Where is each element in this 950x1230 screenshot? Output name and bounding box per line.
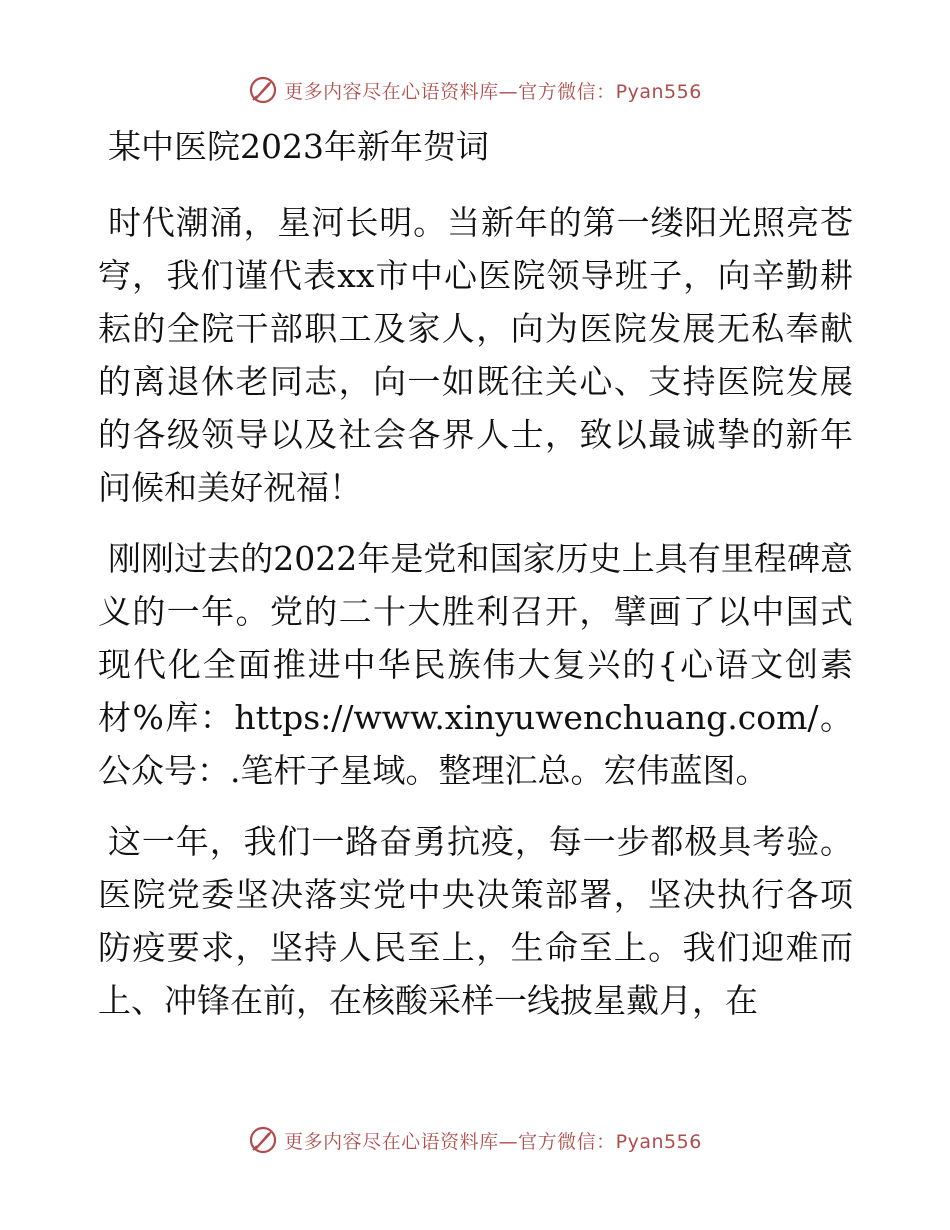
paragraph-epidemic: 这一年，我们一路奋勇抗疫，每一步都极具考验。医院党委坚决落实党中央决策部署，坚决执行各项防疫要求，坚持人民至上，生命至上。我们迎难而上、冲锋在前，在核酸采样一线披星戴月，在 <box>98 822 853 1020</box>
footer-banner <box>0 1120 950 1160</box>
header-banner-text: 更多内容尽在心语资料库—官方微信：Pyan556 <box>284 80 702 103</box>
quill-pen-logo-icon <box>248 1125 278 1155</box>
footer-banner-text: 更多内容尽在心语资料库—官方微信：Pyan556 <box>284 1130 702 1153</box>
paragraph-2022-review: 刚刚过去的2022年是党和国家历史上具有里程碑意义的一年。党的二十大胜利召开，擘画了以中国式现代化全面推进中华民族伟大复兴的{心语文创素材%库：https://www.xinyuwenchuang.com/。公众号：.笔杆子星域。整理汇总。宏伟蓝图。 <box>98 539 853 790</box>
header-banner <box>0 70 950 110</box>
quill-pen-logo-icon <box>248 75 278 105</box>
document-body <box>98 196 853 1045</box>
document-title: 某中医院2023年新年贺词 <box>108 127 489 166</box>
paragraph-greeting: 时代潮涌，星河长明。当新年的第一缕阳光照亮苍穹，我们谨代表xx市中心医院领导班子，向辛勤耕耘的全院干部职工及家人，向为医院发展无私奉献的离退休老同志，向一如既往关心、支持医院发展的各级领导以及社会各界人士，致以最诚挚的新年问候和美好祝福！ <box>98 203 853 507</box>
